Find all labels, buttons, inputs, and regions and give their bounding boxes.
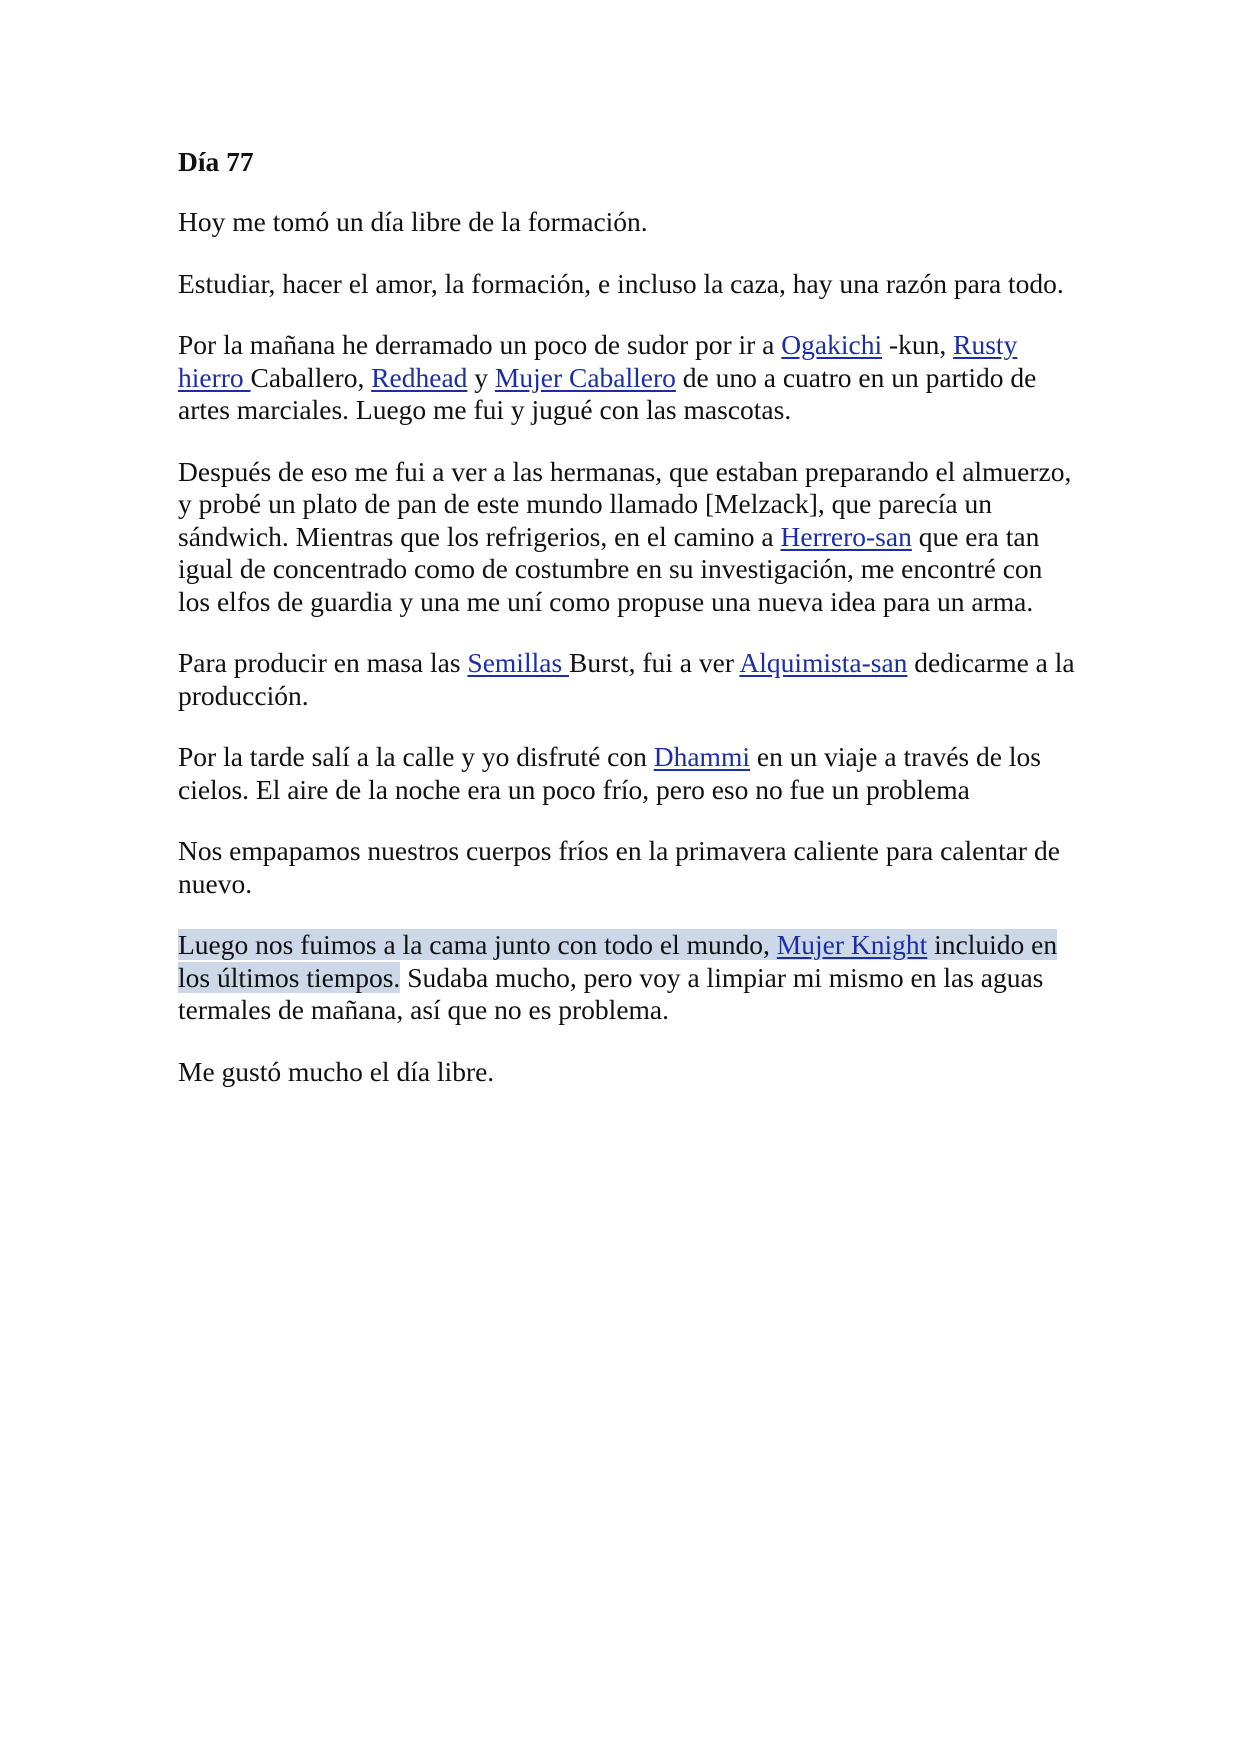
paragraph-9: Me gustó mucho el día libre.	[178, 1055, 495, 1087]
paragraph-6	[178, 741, 1078, 806]
paragraph-4	[178, 456, 1078, 619]
link-alquimista-san[interactable]: Alquimista-san	[739, 647, 908, 678]
link-ogakichi[interactable]: Ogakichi	[781, 329, 883, 360]
document-page	[178, 146, 1078, 1117]
paragraph-7: Nos empapamos nuestros cuerpos fríos en la primavera caliente para calentar de nuevo.	[178, 835, 1060, 899]
link-mujer-caballero[interactable]: Mujer Caballero	[494, 361, 676, 393]
page-title: Día 77	[178, 146, 254, 177]
paragraph-8-text-3: Sudaba mucho, pero voy a limpiar mi mismo en las aguas termales de mañana, así que no es problema.	[178, 961, 1044, 1025]
paragraph-3-text-5: de uno a cuatro en un partido de artes marciales. Luego me fui y jugué con las mascotas.	[178, 361, 1037, 425]
paragraph-4-text-2: que era tan igual de concentrado como de costumbre en su investigación, me encontré con los elfos de guardia y una me uní como propuse una nueva idea para un arma.	[178, 520, 1043, 617]
paragraph-8-text-1: Luego nos fuimos a la cama junto con todo el mundo,	[178, 929, 777, 960]
paragraph-3-text-4: y	[467, 361, 495, 393]
paragraph-3-text-1: Por la mañana he derramado un poco de sudor por ir a	[178, 329, 782, 360]
paragraph-1: Hoy me tomó un día libre de la formación.	[178, 206, 648, 237]
paragraph-5	[178, 647, 1078, 712]
paragraph-5-text-3: dedicarme a la producción.	[178, 647, 1075, 711]
paragraph-3-text-3: Caballero,	[250, 361, 372, 393]
paragraph-4-text-1: Después de eso me fui a ver a las hermanas, que estaban preparando el almuerzo, y probé un plato de pan de este mundo llamado [Melzack], que parecía un sándwich. Mientras que los refrigerios, en el camino a	[178, 455, 1072, 552]
link-semillas[interactable]: Semillas	[467, 647, 570, 678]
paragraph-5-text-2: Burst, fui a ver	[569, 647, 740, 678]
paragraph-3-text-2: -kun,	[882, 329, 954, 360]
paragraph-2: Estudiar, hacer el amor, la formación, e incluso la caza, hay una razón para todo.	[178, 267, 1064, 299]
paragraph-6-text-2: en un viaje a través de los cielos. El aire de la noche era un poco frío, pero eso no fue un problema	[178, 741, 1041, 805]
link-rusty-hierro[interactable]: Rusty hierro	[178, 329, 1018, 393]
link-redhead[interactable]: Redhead	[371, 361, 468, 393]
link-mujer-knight[interactable]: Mujer Knight	[776, 929, 928, 960]
paragraph-5-text-1: Para producir en masa las	[178, 647, 468, 678]
paragraph-6-text-1: Por la tarde salí a la calle y yo disfruté con	[178, 741, 654, 772]
paragraph-8	[178, 929, 1078, 1027]
link-dhammi[interactable]: Dhammi	[653, 741, 750, 772]
paragraph-8-text-2: incluido en los últimos tiempos.	[178, 929, 1058, 993]
paragraph-3	[178, 329, 1078, 427]
link-herrero-san[interactable]: Herrero-san	[780, 520, 912, 552]
